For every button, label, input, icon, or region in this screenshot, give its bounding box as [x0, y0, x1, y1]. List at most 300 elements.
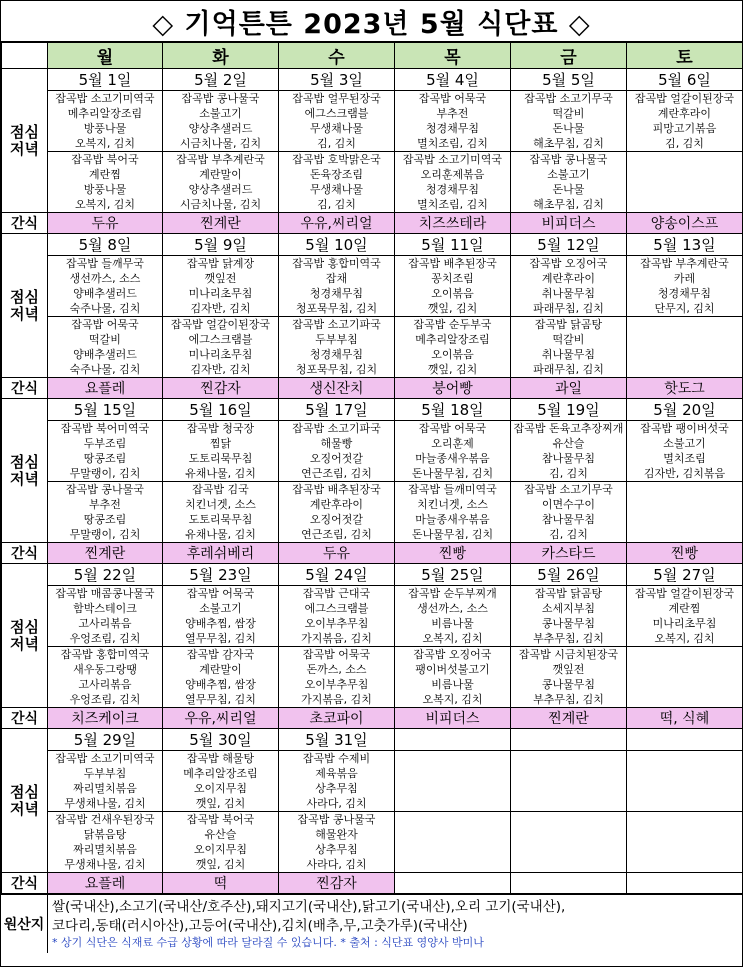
- menu-item: 양상추샐러드: [188, 122, 253, 135]
- snack-cell: 두유: [48, 213, 163, 234]
- menu-item: 부추무침, 김치: [533, 632, 604, 645]
- menu-item: 카레: [673, 272, 696, 285]
- menu-item: 치킨너겟, 소스: [417, 498, 488, 511]
- dinner-cell: [627, 152, 743, 213]
- header-corner: [2, 43, 48, 69]
- date-row: [2, 234, 743, 256]
- menu-item: 소불고기: [663, 437, 706, 450]
- menu-item: 잡곡밥 순두부찌개: [408, 587, 497, 600]
- menu-item: 깻잎전: [552, 663, 585, 676]
- snack-cell: 찐빵: [395, 543, 511, 564]
- dinner-cell: [279, 152, 395, 213]
- lunch-cell: [279, 91, 395, 152]
- menu-item: 닭볶음탕: [83, 828, 127, 841]
- menu-item: 미나리초무침: [652, 617, 717, 630]
- date-cell: 5월 27일: [627, 564, 743, 586]
- menu-item: 돈나물: [552, 122, 585, 135]
- menu-item: 잡곡밥 오징어국: [529, 257, 608, 270]
- menu-item: 잡곡밥 북어국: [71, 153, 139, 166]
- date-cell: 5월 25일: [395, 564, 511, 586]
- snack-cell: 붕어빵: [395, 378, 511, 399]
- menu-item: 콩나물무침: [541, 617, 596, 630]
- date-cell: 5월 19일: [511, 399, 627, 421]
- menu-item: 소불고기: [199, 602, 242, 615]
- menu-item: 잡곡밥 얼무된장국: [292, 92, 381, 105]
- lunch-cell: [163, 91, 279, 152]
- menu-item: 에그스크램블: [188, 333, 253, 346]
- snack-cell: 치즈쓰테라: [395, 213, 511, 234]
- snack-cell: 찐빵: [627, 543, 743, 564]
- menu-item: 콩나물무침: [541, 678, 596, 691]
- menu-item: 잡곡밥 소고기파국: [292, 318, 381, 331]
- meal-label-dinner: 저녁: [10, 469, 39, 488]
- lunch-cell: [395, 91, 511, 152]
- menu-item: 잡곡밥 어묵국: [418, 92, 487, 105]
- menu-item: 잡곡밥 북어국: [186, 813, 255, 826]
- menu-item: 잡곡밥 어묵국: [71, 318, 139, 331]
- snack-cell: 카스타드: [511, 543, 627, 564]
- menu-item: 오징어젓갈: [309, 513, 364, 526]
- snack-row: [2, 213, 743, 234]
- dinner-cell: [511, 812, 627, 873]
- menu-item: 청경채무침: [425, 183, 480, 196]
- menu-item: 청포묵무침, 김치: [295, 302, 378, 315]
- menu-item: 양상추샐러드: [188, 183, 253, 196]
- date-row: [2, 729, 743, 751]
- menu-item: 두부부침: [83, 767, 127, 780]
- menu-item: 잡곡밥 어묵국: [418, 422, 487, 435]
- menu-item: 시금치나물, 김치: [179, 137, 262, 150]
- menu-item: 잡곡밥 닭곰탕: [534, 318, 603, 331]
- menu-item: 떡갈비: [552, 333, 585, 346]
- menu-item: 계란후라이: [541, 272, 596, 285]
- menu-item: 미나리초무침: [188, 348, 253, 361]
- menu-item: 방풍나물: [83, 183, 127, 196]
- snack-cell: 과일: [511, 378, 627, 399]
- origin-text: [48, 895, 742, 953]
- menu-item: 돈나물무침, 김치: [411, 528, 494, 541]
- menu-item: 무생채나물: [309, 183, 364, 196]
- menu-item: 계란말이: [199, 168, 242, 181]
- snack-cell: 후레쉬베리: [163, 543, 279, 564]
- menu-item: 도토리묵무침: [188, 513, 253, 526]
- menu-item: 숙주나물, 김치: [69, 363, 141, 376]
- menu-item: 제육볶음: [315, 767, 358, 780]
- day-header: 금: [511, 43, 627, 69]
- menu-item: 계란말이: [199, 663, 242, 676]
- menu-item: 시금치나물, 김치: [179, 198, 262, 211]
- menu-item: 잡곡밥 홍합미역국: [292, 257, 381, 270]
- menu-item: 생선까스, 소스: [69, 272, 141, 285]
- meal-label: [2, 564, 48, 708]
- menu-item: 우엉조림, 김치: [69, 632, 141, 645]
- menu-item: 연근조림, 김치: [301, 528, 372, 541]
- menu-item: 잡곡밥 부추계란국: [640, 257, 729, 270]
- menu-item: 김자반, 김치: [190, 363, 251, 376]
- date-cell: 5월 11일: [395, 234, 511, 256]
- origin-line: 코다리,동태(러시아산),고등어(국내산),김치(배추,무,고춧가루)(국내산): [52, 918, 468, 934]
- menu-item: 잡곡밥 북어미역국: [60, 422, 150, 435]
- menu-item: 짜리멸치볶음: [73, 782, 137, 795]
- menu-item: 오징어젓갈: [309, 452, 364, 465]
- menu-item: 잡곡밥 닭계장: [186, 257, 255, 270]
- snack-cell: 찐계란: [163, 213, 279, 234]
- date-cell: 5월 30일: [163, 729, 279, 751]
- menu-item: 잡곡밥 홍합미역국: [60, 648, 150, 661]
- menu-item: 오복지, 김치: [422, 632, 483, 645]
- lunch-cell: [279, 751, 395, 812]
- dinner-cell: [279, 647, 395, 708]
- menu-item: 깻잎전: [204, 272, 237, 285]
- menu-item: 계란찜: [89, 168, 121, 181]
- menu-item: 돈까스, 소스: [306, 663, 367, 676]
- menu-item: 계란후라이: [657, 107, 712, 120]
- menu-item: 청경채무침: [657, 287, 712, 300]
- menu-item: 땅콩조림: [83, 452, 127, 465]
- menu-item: 김, 김치: [317, 137, 356, 150]
- menu-item: 부추전: [89, 498, 121, 511]
- date-cell: 5월 3일: [279, 69, 395, 91]
- date-cell: 5월 29일: [48, 729, 163, 751]
- day-header-row: [2, 43, 743, 69]
- menu-item: 멸치조림: [663, 452, 706, 465]
- menu-item: 메추리알장조림: [183, 767, 258, 780]
- dinner-cell: [395, 812, 511, 873]
- menu-item: 유산슬: [204, 828, 237, 841]
- dinner-cell: [279, 812, 395, 873]
- lunch-cell: [48, 256, 163, 317]
- day-header: 월: [48, 43, 163, 69]
- snack-cell: 두유: [279, 543, 395, 564]
- lunch-cell: [48, 751, 163, 812]
- dinner-cell: [511, 152, 627, 213]
- date-cell: 5월 18일: [395, 399, 511, 421]
- page-title: ◇ 기억튼튼 2023년 5월 식단표 ◇: [1, 1, 742, 42]
- snack-label: 간식: [2, 708, 48, 729]
- menu-item: 오복지, 김치: [422, 693, 483, 706]
- menu-item: 해물빵: [320, 437, 353, 450]
- menu-item: 김, 김치: [665, 137, 704, 150]
- menu-item: 새우동그랑땡: [73, 663, 137, 676]
- menu-item: 돈나물: [552, 183, 585, 196]
- menu-item: 잡곡밥 소고기파국: [292, 422, 381, 435]
- menu-item: 떡갈비: [89, 333, 121, 346]
- snack-label: 간식: [2, 213, 48, 234]
- origin-note: * 상기 식단은 식재료 수급 상황에 따라 달라질 수 있습니다. * 출처 : 식단표 영양사 박미나: [52, 936, 484, 949]
- menu-item: 김자반, 김치볶음: [643, 467, 726, 480]
- dinner-row: [2, 482, 743, 543]
- date-cell: [395, 729, 511, 751]
- menu-item: 잡곡밥 얼갈이된장국: [634, 587, 735, 600]
- menu-item: 깻잎, 김치: [427, 363, 478, 376]
- dinner-cell: [48, 812, 163, 873]
- lunch-cell: [627, 421, 743, 482]
- date-cell: 5월 9일: [163, 234, 279, 256]
- menu-item: 열무무침, 김치: [185, 632, 256, 645]
- menu-item: 팽이버섯불고기: [415, 663, 490, 676]
- menu-item: 참나물무침: [541, 513, 596, 526]
- origin-section: [1, 894, 742, 953]
- menu-item: 가지볶음, 김치: [301, 693, 372, 706]
- menu-item: 잡곡밥 콩나물국: [181, 92, 260, 105]
- menu-item: 해초무침, 김치: [533, 137, 604, 150]
- lunch-cell: [163, 256, 279, 317]
- menu-item: 잡곡밥 소고기무국: [524, 92, 613, 105]
- snack-cell: 비피더스: [511, 213, 627, 234]
- menu-item: 부추무침, 김치: [533, 693, 604, 706]
- lunch-cell: [163, 586, 279, 647]
- snack-cell: [627, 873, 743, 894]
- menu-item: 소세지부침: [541, 602, 596, 615]
- date-row: [2, 69, 743, 91]
- lunch-cell: [279, 586, 395, 647]
- menu-item: 양배추찜, 쌈장: [185, 617, 256, 630]
- menu-item: 부추전: [436, 107, 469, 120]
- menu-item: 김, 김치: [549, 528, 588, 541]
- menu-item: 파래무침, 김치: [533, 302, 604, 315]
- date-cell: 5월 6일: [627, 69, 743, 91]
- menu-item: 잡곡밥 수제비: [302, 752, 371, 765]
- snack-cell: 요플레: [48, 378, 163, 399]
- menu-item: 잡채: [325, 272, 348, 285]
- menu-item: 무말랭이, 김치: [69, 528, 141, 541]
- menu-item: 두부부침: [315, 333, 358, 346]
- menu-item: 잡곡밥 부추계란국: [176, 153, 265, 166]
- lunch-cell: [511, 751, 627, 812]
- lunch-cell: [163, 751, 279, 812]
- menu-item: 잡곡밥 소고기미역국: [402, 153, 503, 166]
- meal-label-lunch: 점심: [10, 617, 39, 636]
- menu-item: 상추무침: [315, 782, 358, 795]
- date-row: [2, 399, 743, 421]
- menu-item: 비름나물: [431, 617, 474, 630]
- menu-item: 열무무침, 김치: [185, 693, 256, 706]
- snack-cell: 생신잔치: [279, 378, 395, 399]
- lunch-row: [2, 256, 743, 317]
- menu-item: 잡곡밥 배추된장국: [292, 483, 381, 496]
- dinner-cell: [48, 317, 163, 378]
- menu-item: 찜닭: [209, 437, 232, 450]
- date-cell: 5월 20일: [627, 399, 743, 421]
- menu-item: 잡곡밥 어묵국: [186, 587, 255, 600]
- lunch-cell: [279, 421, 395, 482]
- dinner-cell: [627, 482, 743, 543]
- dinner-cell: [627, 317, 743, 378]
- menu-item: 잡곡밥 콩나물국: [66, 483, 144, 496]
- day-header: 목: [395, 43, 511, 69]
- menu-item: 양배추샐러드: [73, 348, 137, 361]
- lunch-cell: [395, 421, 511, 482]
- menu-item: 오이지무침: [193, 843, 248, 856]
- menu-item: 오리훈제: [431, 437, 474, 450]
- menu-table: [1, 42, 743, 894]
- snack-cell: 치즈케이크: [48, 708, 163, 729]
- lunch-cell: [511, 256, 627, 317]
- menu-item: 잡곡밥 배추된장국: [408, 257, 497, 270]
- date-cell: 5월 26일: [511, 564, 627, 586]
- lunch-cell: [627, 751, 743, 812]
- menu-item: 비름나물: [431, 678, 474, 691]
- menu-item: 돈육장조림: [309, 168, 364, 181]
- menu-item: 오복지, 김치: [654, 632, 715, 645]
- dinner-cell: [163, 317, 279, 378]
- snack-cell: 찐감자: [279, 873, 395, 894]
- menu-item: 잡곡밥 감자국: [186, 648, 255, 661]
- dinner-row: [2, 152, 743, 213]
- menu-item: 잡곡밥 해물탕: [186, 752, 255, 765]
- menu-item: 소불고기: [547, 168, 590, 181]
- meal-label-lunch: 점심: [10, 782, 39, 801]
- dinner-cell: [627, 647, 743, 708]
- lunch-cell: [627, 586, 743, 647]
- date-cell: 5월 15일: [48, 399, 163, 421]
- lunch-cell: [48, 91, 163, 152]
- menu-item: 마늘종새우볶음: [415, 513, 490, 526]
- menu-item: 숙주나물, 김치: [69, 302, 141, 315]
- menu-item: 무생채나물, 김치: [64, 858, 146, 871]
- date-cell: 5월 22일: [48, 564, 163, 586]
- dinner-cell: [163, 482, 279, 543]
- lunch-cell: [511, 421, 627, 482]
- origin-line: 쌀(국내산),소고기(국내산/호주산),돼지고기(국내산),닭고기(국내산),오리 고기(국내산),: [52, 899, 566, 915]
- lunch-cell: [395, 256, 511, 317]
- menu-item: 메추리알장조림: [415, 333, 490, 346]
- menu-item: 잡곡밥 시금치된장국: [518, 648, 619, 661]
- origin-label: 원산지: [1, 895, 48, 953]
- menu-item: 고사리볶음: [78, 617, 132, 630]
- meal-label-dinner: 저녁: [10, 634, 39, 653]
- snack-cell: 요플레: [48, 873, 163, 894]
- dinner-cell: [395, 317, 511, 378]
- date-cell: 5월 23일: [163, 564, 279, 586]
- menu-item: 잡곡밥 얼갈이된장국: [170, 318, 271, 331]
- menu-item: 무생채나물: [309, 122, 364, 135]
- menu-item: 김, 김치: [317, 198, 356, 211]
- snack-cell: 떡, 식혜: [627, 708, 743, 729]
- date-cell: 5월 8일: [48, 234, 163, 256]
- date-cell: 5월 4일: [395, 69, 511, 91]
- menu-item: 잡곡밥 닭곰탕: [534, 587, 603, 600]
- date-row: [2, 564, 743, 586]
- snack-label: 간식: [2, 378, 48, 399]
- menu-item: 잡곡밥 근대국: [302, 587, 371, 600]
- menu-item: 오이볶음: [431, 348, 474, 361]
- snack-cell: 우유,씨리얼: [279, 213, 395, 234]
- snack-row: [2, 708, 743, 729]
- menu-item: 잡곡밥 어묵국: [302, 648, 371, 661]
- meal-label-dinner: 저녁: [10, 139, 39, 158]
- date-cell: 5월 12일: [511, 234, 627, 256]
- lunch-cell: [48, 586, 163, 647]
- menu-item: 방풍나물: [83, 122, 127, 135]
- lunch-cell: [163, 421, 279, 482]
- date-cell: 5월 1일: [48, 69, 163, 91]
- date-cell: 5월 5일: [511, 69, 627, 91]
- dinner-cell: [627, 812, 743, 873]
- menu-item: 소불고기: [199, 107, 242, 120]
- date-cell: [511, 729, 627, 751]
- date-cell: 5월 24일: [279, 564, 395, 586]
- day-header: 토: [627, 43, 743, 69]
- menu-item: 잡곡밥 콩나물국: [529, 153, 608, 166]
- menu-item: 오이부추무침: [304, 678, 369, 691]
- date-cell: 5월 16일: [163, 399, 279, 421]
- menu-item: 양배추샐러드: [73, 287, 137, 300]
- menu-item: 유채나물, 김치: [185, 528, 256, 541]
- menu-item: 멸치조림, 김치: [417, 198, 488, 211]
- menu-item: 오이볶음: [431, 287, 474, 300]
- meal-label-dinner: 저녁: [10, 799, 39, 818]
- snack-cell: 초코파이: [279, 708, 395, 729]
- lunch-row: [2, 421, 743, 482]
- menu-item: 청경채무침: [425, 122, 480, 135]
- menu-item: 깻잎, 김치: [195, 797, 246, 810]
- menu-item: 마늘종새우볶음: [415, 452, 490, 465]
- dinner-cell: [395, 482, 511, 543]
- menu-item: 잡곡밥 소고기미역국: [55, 92, 155, 105]
- date-cell: 5월 13일: [627, 234, 743, 256]
- menu-item: 잡곡밥 호박맑은국: [292, 153, 381, 166]
- meal-label-lunch: 점심: [10, 452, 39, 471]
- lunch-cell: [511, 586, 627, 647]
- menu-item: 참나물무침: [541, 452, 596, 465]
- date-cell: 5월 2일: [163, 69, 279, 91]
- menu-item: 사라다, 김치: [306, 858, 367, 871]
- date-cell: [627, 729, 743, 751]
- dinner-row: [2, 647, 743, 708]
- dinner-cell: [511, 482, 627, 543]
- menu-item: 고사리볶음: [78, 678, 132, 691]
- menu-item: 단무지, 김치: [654, 302, 715, 315]
- dinner-cell: [163, 647, 279, 708]
- menu-item: 메추리알장조림: [67, 107, 143, 120]
- menu-item: 사라다, 김치: [306, 797, 367, 810]
- menu-item: 무생채나물, 김치: [64, 797, 146, 810]
- menu-item: 파래무침, 김치: [533, 363, 604, 376]
- menu-item: 잡곡밥 들깨미역국: [408, 483, 497, 496]
- menu-item: 유산슬: [552, 437, 585, 450]
- lunch-cell: [627, 91, 743, 152]
- menu-item: 계란찜: [668, 602, 701, 615]
- day-header: 화: [163, 43, 279, 69]
- dinner-cell: [279, 482, 395, 543]
- snack-label: 간식: [2, 543, 48, 564]
- dinner-cell: [279, 317, 395, 378]
- menu-item: 잡곡밥 청국장: [186, 422, 255, 435]
- snack-row: [2, 543, 743, 564]
- menu-item: 에그스크램블: [304, 602, 369, 615]
- menu-item: 잡곡밥 소고기무국: [524, 483, 613, 496]
- menu-item: 잡곡밥 돈육고추장찌개: [513, 422, 624, 435]
- menu-item: 잡곡밥 오징어국: [413, 648, 492, 661]
- menu-item: 김자반, 김치: [190, 302, 251, 315]
- snack-cell: 찐감자: [163, 378, 279, 399]
- menu-item: 오복지, 김치: [74, 137, 136, 150]
- menu-item: 양배추찜, 쌈장: [185, 678, 256, 691]
- snack-cell: [395, 873, 511, 894]
- menu-item: 계란후라이: [309, 498, 364, 511]
- menu-item: 치킨너겟, 소스: [185, 498, 256, 511]
- dinner-cell: [511, 647, 627, 708]
- menu-item: 꽁치조림: [431, 272, 474, 285]
- dinner-cell: [395, 647, 511, 708]
- snack-cell: 떡: [163, 873, 279, 894]
- menu-item: 상추무침: [315, 843, 358, 856]
- menu-item: 김, 김치: [549, 467, 588, 480]
- snack-cell: 찐계란: [511, 708, 627, 729]
- menu-item: 짜리멸치볶음: [73, 843, 137, 856]
- menu-item: 무말랭이, 김치: [69, 467, 141, 480]
